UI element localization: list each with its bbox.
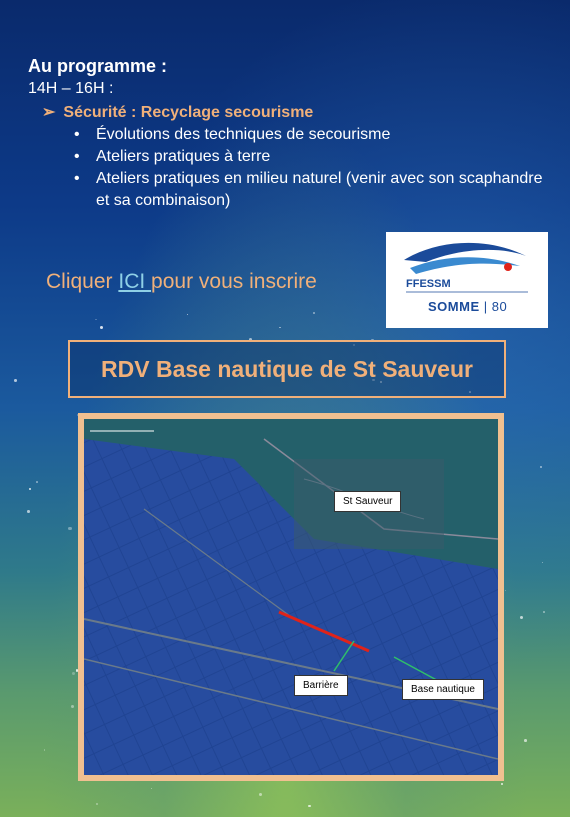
map-label-base: Base nautique	[402, 679, 484, 700]
location-map	[84, 419, 498, 775]
sparkle	[524, 739, 527, 742]
sparkle	[72, 672, 75, 675]
sparkle	[68, 527, 71, 530]
logo-brand: FFESSM	[406, 278, 451, 290]
sparkle	[540, 466, 542, 468]
logo-region	[428, 299, 507, 314]
programme-heading	[42, 102, 313, 122]
inscription-link[interactable]: ICI	[118, 270, 152, 293]
sparkle	[151, 788, 152, 789]
sparkle	[543, 611, 545, 613]
arrow-right-icon: ➢	[42, 104, 56, 121]
sparkle	[520, 616, 523, 619]
map-label-town: St Sauveur	[334, 491, 401, 512]
inscription-before: Cliquer	[46, 270, 119, 293]
sparkle	[308, 805, 311, 808]
inscription-after: pour vous inscrire	[151, 270, 317, 293]
list-item: • Ateliers pratiques en milieu naturel (venir avec son scaphandre et sa combinaison)	[74, 168, 544, 212]
sparkle	[542, 562, 543, 563]
sparkle	[259, 793, 262, 796]
programme-list	[74, 124, 544, 212]
logo-number: 80	[491, 299, 508, 314]
logo-separator: |	[483, 299, 488, 314]
sparkle	[14, 379, 17, 382]
rdv-text: RDV Base nautique de St Sauveur	[101, 355, 473, 382]
rdv-banner	[68, 340, 506, 398]
sparkle	[96, 803, 98, 805]
sparkle	[279, 327, 281, 329]
sparkle	[100, 326, 103, 329]
sparkle	[44, 749, 45, 750]
list-item: • Évolutions des techniques de secourisme	[74, 124, 544, 146]
logo-region-name: SOMME	[428, 299, 480, 314]
map-graphic	[84, 419, 498, 775]
programme-time: 14H – 16H :	[28, 80, 114, 97]
programme-heading-text: Sécurité : Recyclage secourisme	[63, 104, 314, 121]
sparkle	[27, 510, 30, 513]
map-label-barrier: Barrière	[294, 675, 348, 696]
list-item: • Ateliers pratiques à terre	[74, 146, 544, 168]
sparkle	[505, 590, 506, 591]
sparkle	[501, 783, 503, 785]
inscription-text	[46, 270, 317, 294]
sparkle	[36, 481, 38, 483]
sparkle	[313, 312, 315, 314]
programme-title: Au programme :	[28, 56, 168, 76]
map-frame	[78, 413, 504, 781]
sparkle	[187, 314, 188, 315]
sparkle	[95, 319, 96, 320]
sparkle	[29, 488, 31, 490]
sparkle	[71, 705, 74, 708]
ffessm-logo	[386, 232, 548, 328]
